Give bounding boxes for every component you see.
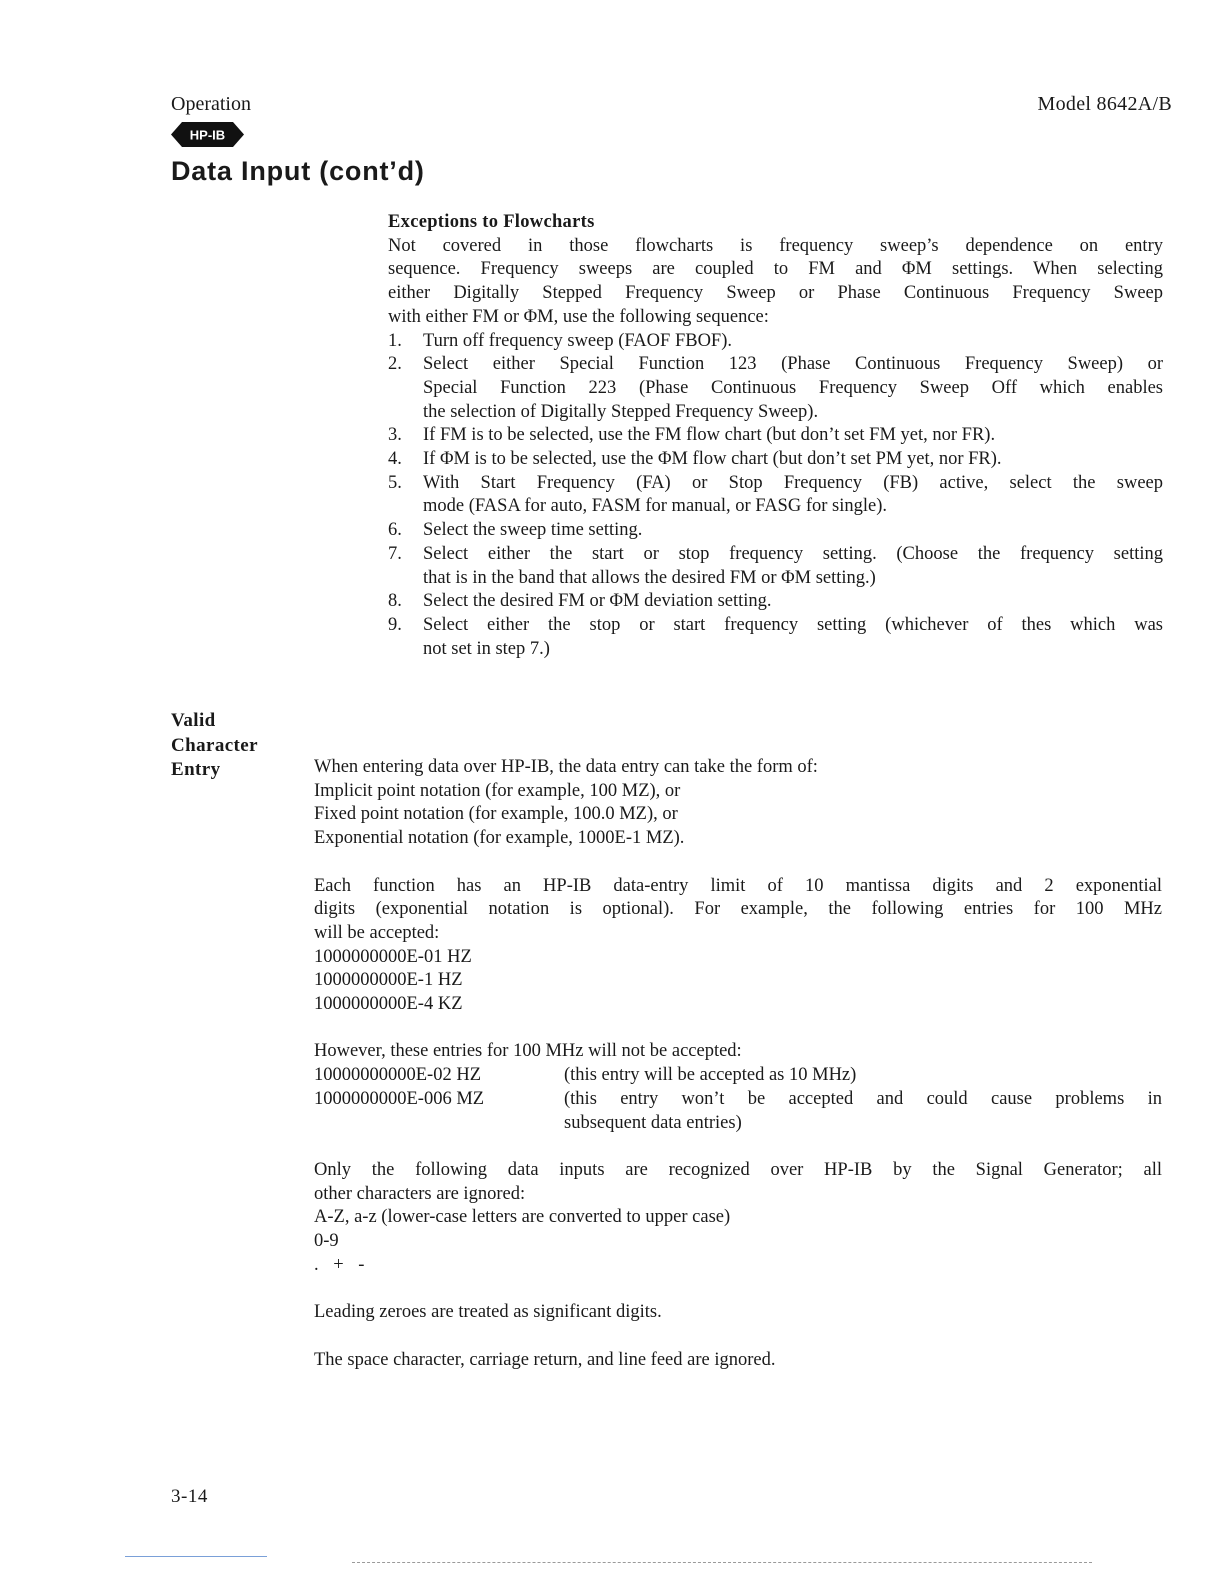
step-line: With Start Frequency (FA) or Stop Frequency (FB) active, select the sweep (423, 472, 1163, 493)
list-item (388, 614, 1163, 661)
list-item (388, 424, 1163, 448)
recognized-paragraph (314, 1159, 1162, 1278)
step-number: 2. (388, 354, 402, 375)
badge-text: HP-IB (189, 127, 226, 143)
text-line: When entering data over HP-IB, the data entry can take the form of: (314, 757, 818, 777)
valid-entry-section (314, 756, 1162, 1372)
step-line: Select the sweep time setting. (423, 520, 643, 541)
forms-paragraph (314, 756, 1162, 851)
exceptions-heading: Exceptions to Flowcharts (388, 212, 595, 232)
space-note: The space character, carriage return, and line feed are ignored. (314, 1349, 776, 1370)
step-line: Turn off frequency sweep (FAOF FBOF). (423, 330, 733, 351)
step-number: 9. (388, 614, 402, 635)
rejected-note (564, 1088, 1162, 1135)
list-item (388, 519, 1163, 543)
hpib-badge (171, 122, 244, 147)
step-line: Special Function 223 (Phase Continuous Frequency Sweep Off which enables (423, 377, 1163, 398)
step-line: Select the desired FM or ΦM deviation setting. (423, 591, 772, 612)
scan-rule (352, 1562, 1092, 1563)
rejected-paragraph (314, 1040, 1162, 1135)
exceptions-section (388, 211, 1163, 661)
step-number: 3. (388, 425, 402, 446)
limit-paragraph (314, 875, 1162, 1017)
list-item (388, 472, 1163, 519)
step-line: mode (FASA for auto, FASM for manual, or FASG for single). (423, 496, 888, 517)
hpib-arrow-icon (171, 122, 244, 147)
valid-entry-heading (171, 709, 258, 783)
page-title: Data Input (cont’d) (171, 156, 425, 186)
note-line: (this entry will be accepted as 10 MHz) (564, 1065, 857, 1086)
intro-line: sequence. Frequency sweeps are coupled to FM and ΦM settings. When selecting (388, 259, 1163, 280)
accepted-entry: 1000000000E-1 HZ (314, 970, 463, 991)
text-line: Implicit point notation (for example, 100 MZ), or (314, 780, 681, 801)
step-number: 6. (388, 520, 402, 541)
leading-zeroes-note: Leading zeroes are treated as significant digits. (314, 1302, 662, 1323)
text-line: digits (exponential notation is optional). For example, the following entries for 100 MHz (314, 899, 1162, 920)
step-number: 1. (388, 330, 402, 351)
steps-list (388, 330, 1163, 662)
heading-line: Valid (171, 710, 216, 731)
step-line: Select either the stop or start frequency setting (whichever of thes which was (423, 614, 1163, 635)
list-item (388, 448, 1163, 472)
list-item (388, 330, 1163, 354)
text-line: However, these entries for 100 MHz will not be accepted: (314, 1041, 742, 1062)
intro-line: Not covered in those flowcharts is frequency sweep’s dependence on entry (388, 235, 1163, 256)
step-line: not set in step 7.) (423, 638, 550, 659)
note-line: (this entry won’t be accepted and could cause problems in (564, 1088, 1162, 1109)
text-line: Each function has an HP-IB data-entry limit of 10 mantissa digits and 2 exponential (314, 875, 1162, 896)
char-line: . + - (314, 1254, 365, 1275)
page-number: 3-14 (171, 1486, 208, 1507)
list-item (388, 590, 1163, 614)
step-line: If ΦM is to be selected, use the ΦM flow chart (but don’t set PM yet, nor FR). (423, 449, 1002, 470)
model-label: Model 8642A/B (1037, 93, 1172, 115)
step-number: 5. (388, 472, 402, 493)
intro-line: with either FM or ΦM, use the following sequence: (388, 306, 769, 327)
char-line: 0-9 (314, 1231, 339, 1252)
accepted-entry: 1000000000E-01 HZ (314, 946, 472, 967)
rejected-entry: 10000000000E-02 HZ (314, 1065, 481, 1086)
text-line: will be accepted: (314, 922, 440, 943)
step-number: 4. (388, 449, 402, 470)
text-line: Exponential notation (for example, 1000E-1 MZ). (314, 828, 685, 849)
section-label: Operation (171, 93, 251, 115)
step-line: Select either Special Function 123 (Phase Continuous Frequency Sweep) or (423, 354, 1163, 375)
step-line: If FM is to be selected, use the FM flow chart (but don’t set FM yet, nor FR). (423, 425, 996, 446)
heading-line: Character (171, 734, 258, 756)
text-line: Only the following data inputs are recognized over HP-IB by the Signal Generator; all (314, 1159, 1162, 1180)
list-item (388, 543, 1163, 590)
note-line: subsequent data entries) (564, 1112, 742, 1133)
table-row (314, 1064, 1162, 1088)
step-number: 7. (388, 543, 402, 564)
text-line: Fixed point notation (for example, 100.0 MZ), or (314, 804, 678, 825)
rejected-note (564, 1064, 1162, 1088)
accepted-entry: 1000000000E-4 KZ (314, 994, 463, 1015)
rejected-entry: 1000000000E-006 MZ (314, 1088, 485, 1109)
heading-line: Entry (171, 759, 221, 780)
table-row (314, 1088, 1162, 1135)
step-number: 8. (388, 591, 402, 612)
text-line: other characters are ignored: (314, 1183, 526, 1204)
step-line: Select either the start or stop frequency setting. (Choose the frequency setting (423, 543, 1163, 564)
list-item (388, 353, 1163, 424)
scan-rule (125, 1556, 267, 1557)
step-line: the selection of Digitally Stepped Frequency Sweep). (423, 401, 819, 422)
intro-line: either Digitally Stepped Frequency Sweep or Phase Continuous Frequency Sweep (388, 283, 1163, 304)
char-line: A-Z, a-z (lower-case letters are converted to upper case) (314, 1207, 731, 1228)
step-line: that is in the band that allows the desired FM or ΦM setting.) (423, 567, 876, 588)
